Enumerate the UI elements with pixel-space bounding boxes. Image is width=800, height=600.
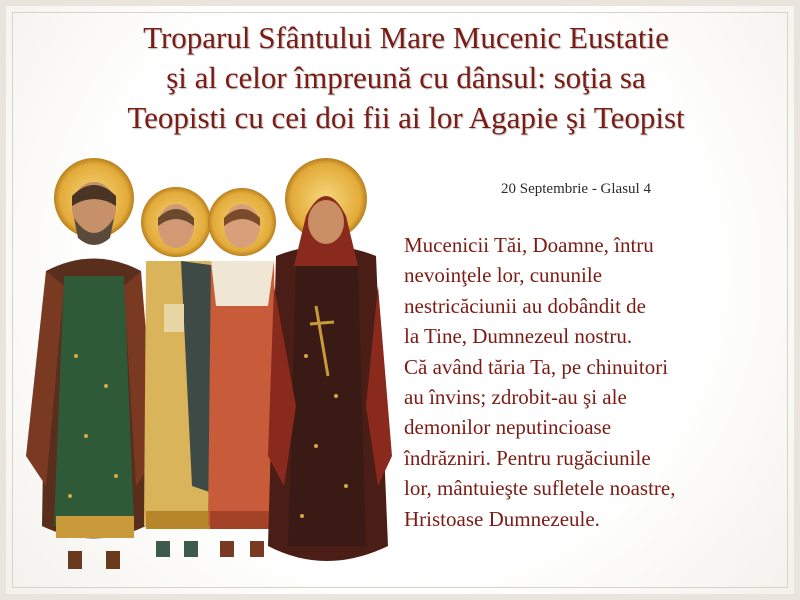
figure-eustatie-icon	[26, 182, 156, 569]
troparion-line: demonilor neputincioase	[404, 415, 612, 440]
troparion-line: lor, mântuieşte sufletele noastre,	[404, 476, 676, 501]
title-line-3: Teopisti cu cei doi fii ai lor Agapie şi Teopist	[127, 100, 685, 135]
saints-icon	[6, 156, 396, 596]
page-title	[26, 18, 786, 138]
feast-date: 20 Septembrie - Glasul 4	[501, 181, 651, 197]
troparion-line: Că având tăria Ta, pe chinuitori	[404, 354, 669, 379]
troparion-line: Mucenicii Tăi, Doamne, întru	[404, 233, 654, 257]
troparion-line: Hristoase Dumnezeule.	[404, 506, 600, 531]
troparion-line: nevoinţele lor, cununile	[404, 263, 603, 288]
troparion-text	[404, 230, 799, 534]
title-line-1: Troparul Sfântului Mare Mucenic Eustatie	[143, 20, 669, 55]
troparion-line: îndrăzniri. Pentru rugăciunile	[404, 445, 651, 470]
figure-teopist-icon	[208, 204, 278, 557]
title-line-2: şi al celor împreună cu dânsul: soţia sa	[166, 60, 646, 95]
figure-teopisti-icon	[268, 196, 392, 561]
troparion-line: nestricăciunii au dobândit de	[404, 293, 647, 318]
troparion-line: au învins; zdrobit-au şi ale	[404, 385, 627, 410]
troparion-line: la Tine, Dumnezeul nostru.	[404, 324, 633, 349]
